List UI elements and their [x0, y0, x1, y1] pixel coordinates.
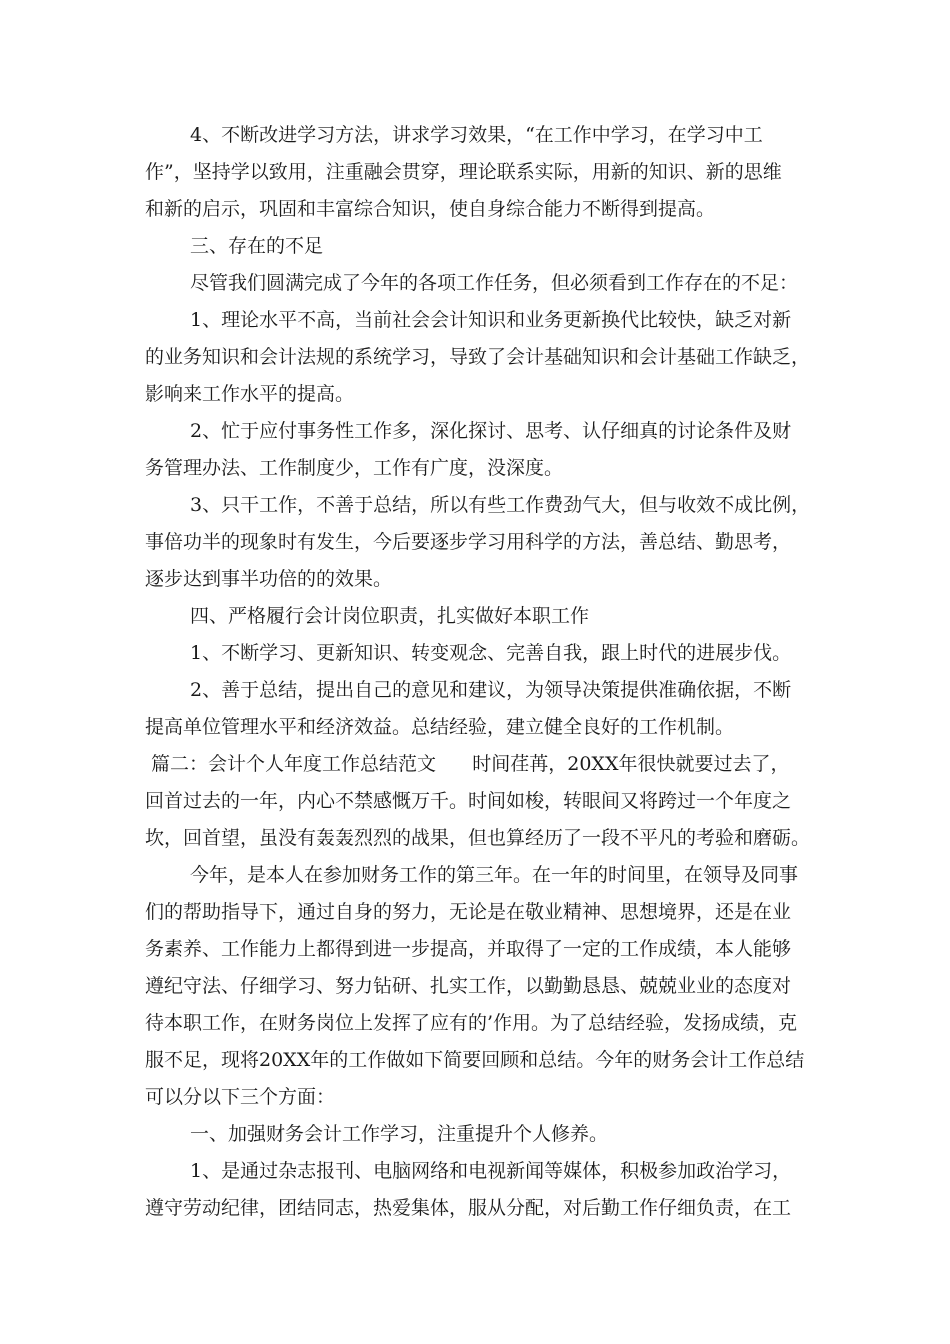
text-line: 们的帮助指导下，通过自身的努力，无论是在敬业精神、思想境界，还是在业 [145, 901, 792, 923]
text-line: 今年，是本人在参加财务工作的第三年。在一年的时间里，在领导及同事 [190, 864, 799, 886]
section-heading: 三、存在的不足 [190, 235, 324, 257]
text-line: 2、善于总结，提出自己的意见和建议，为领导决策提供准确依据，不断 [190, 679, 792, 701]
text-line: 遵纪守法、仔细学习、努力钻研、扎实工作，以勤勤恳恳、兢兢业业的态度对 [145, 975, 792, 997]
text-line: 回首过去的一年，内心不禁感慨万千。时间如梭，转眼间又将跨过一个年度之 [145, 790, 792, 812]
text-line: 待本职工作，在财务岗位上发挥了应有的’作用。为了总结经验，发扬成绩，克 [145, 1012, 798, 1034]
text-line: 1、不断学习、更新知识、转变观念、完善自我，跟上时代的进展步伐。 [190, 642, 792, 664]
section-heading: 四、严格履行会计岗位职责，扎实做好本职工作 [190, 605, 590, 627]
text-line: 影响来工作水平的提高。 [145, 383, 355, 405]
text-line: 逐步达到事半功倍的的效果。 [145, 568, 393, 590]
text-line: 的业务知识和会计法规的系统学习，导致了会计基础知识和会计基础工作缺乏， [145, 346, 811, 368]
text-line: 务素养、工作能力上都得到进一步提高，并取得了一定的工作成绩，本人能够 [145, 938, 792, 960]
section-heading: 一、加强财务会计工作学习，注重提升个人修养。 [190, 1123, 609, 1145]
text-line: 坎，回首望，虽没有轰轰烈烈的战果，但也算经历了一段不平凡的考验和磨砺。 [145, 827, 811, 849]
text-line: 4、不断改进学习方法，讲求学习效果，“在工作中学习，在学习中工 [190, 124, 763, 146]
text-line: 2、忙于应付事务性工作多，深化探讨、思考、认仔细真的讨论条件及财 [190, 420, 792, 442]
text-line: 和新的启示，巩固和丰富综合知识，使自身综合能力不断得到提高。 [145, 198, 716, 220]
text-line: 事倍功半的现象时有发生，今后要逐步学习用科学的方法，善总结、勤思考， [145, 531, 792, 553]
text-line: 遵守劳动纪律，团结同志，热爱集体，服从分配，对后勤工作仔细负责，在工 [145, 1197, 792, 1219]
text-line: 1、理论水平不高，当前社会会计知识和业务更新换代比较快，缺乏对新 [190, 309, 792, 331]
text-line: 务管理办法、工作制度少，工作有广度，没深度。 [145, 457, 564, 479]
article-title-line: 篇二：会计个人年度工作总结范文 时间荏苒，20XX年很快就要过去了， [151, 753, 790, 775]
text-line: 3、只干工作，不善于总结，所以有些工作费劲气大，但与收效不成比例， [190, 494, 811, 516]
text-line: 1、是通过杂志报刊、电脑网络和电视新闻等媒体，积极参加政治学习， [190, 1160, 792, 1182]
text-line: 提高单位管理水平和经济效益。总结经验，建立健全良好的工作机制。 [145, 716, 735, 738]
text-line: 服不足，现将20XX年的工作做如下简要回顾和总结。今年的财务会计工作总结 [145, 1049, 805, 1071]
text-line: 作”，坚持学以致用，注重融会贯穿，理论联系实际，用新的知识、新的思维 [145, 161, 782, 183]
text-line: 可以分以下三个方面： [145, 1086, 336, 1108]
text-line: 尽管我们圆满完成了今年的各项工作任务，但必须看到工作存在的不足： [190, 272, 799, 294]
